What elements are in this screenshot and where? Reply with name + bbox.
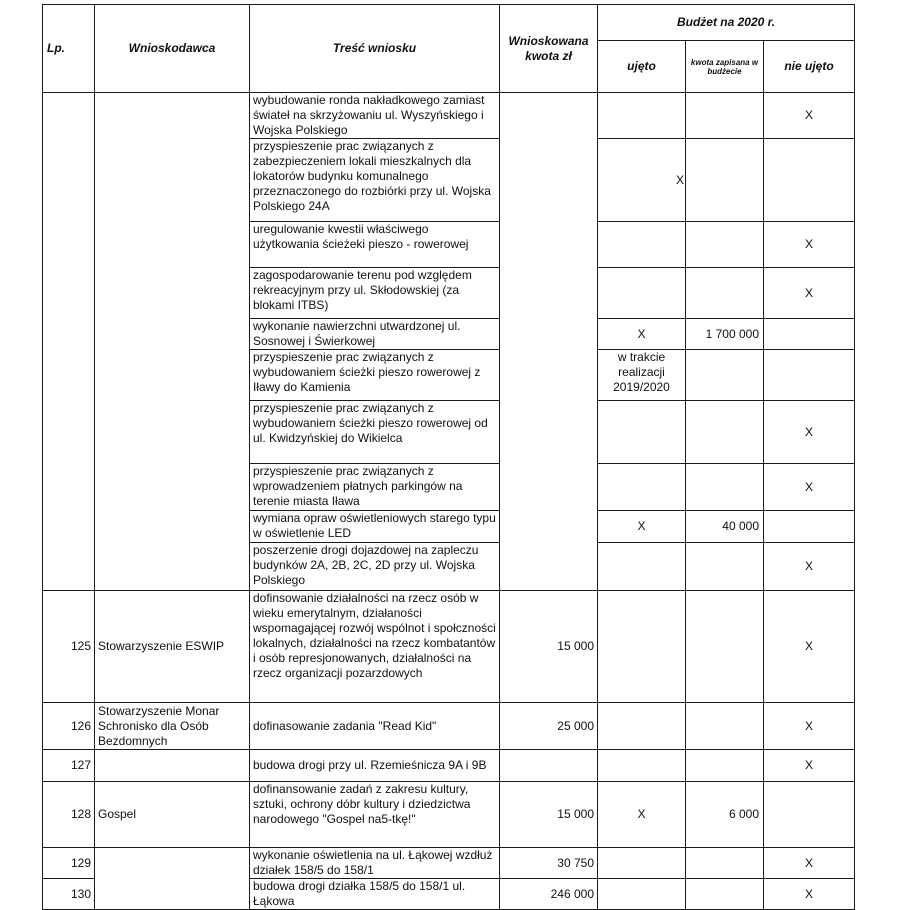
budget-amount-cell [686, 750, 764, 782]
budget-amount-cell [686, 848, 764, 879]
budget-amount-cell: 40 000 [686, 511, 764, 543]
budget-amount-cell [686, 350, 764, 401]
not-included-cell [764, 782, 855, 848]
included-cell [598, 93, 686, 139]
request-content-cell: budowa drogi przy ul. Rzemieśnicza 9A i 9B [250, 750, 500, 782]
not-included-cell [764, 511, 855, 543]
budget-amount-cell: 1 700 000 [686, 319, 764, 350]
request-content-cell: przyspieszenie prac związanych z wybudowaniem ścieżki pieszo rowerowej z Iławy do Kamienia [250, 350, 500, 401]
included-cell: X [598, 782, 686, 848]
request-content-cell: przyspieszenie prac związanych z wybudowaniem ścieżki pieszo rowerowej od ul. Kwidzyńskiej do Wikielca [250, 401, 500, 464]
lp-cell: 125 [43, 591, 95, 703]
budget-amount-cell [686, 268, 764, 319]
table-row [43, 750, 855, 782]
budget-amount-cell [686, 543, 764, 591]
lp-cell: 129 [43, 848, 95, 879]
requested-amount-cell: 25 000 [500, 703, 598, 750]
request-content-cell: dofinansowanie zadań z zakresu kultury, sztuki, ochrony dóbr kultury i dziedzictwa narodowego "Gospel na5-tkę!" [250, 782, 500, 848]
budget-amount-cell [686, 139, 764, 222]
not-included-cell: X [764, 464, 855, 511]
header-not-included: nie ujęto [764, 41, 855, 93]
budget-amount-cell [686, 93, 764, 139]
not-included-cell [764, 350, 855, 401]
budget-amount-cell [686, 222, 764, 268]
lp-cell: 126 [43, 703, 95, 750]
table-row [43, 93, 855, 139]
header-applicant: Wnioskodawca [95, 5, 250, 93]
not-included-cell [764, 319, 855, 350]
included-cell [598, 464, 686, 511]
budget-requests-table [42, 4, 855, 910]
request-content-cell: wykonanie nawierzchni utwardzonej ul. Sosnowej i Świerkowej [250, 319, 500, 350]
applicant-cell [95, 750, 250, 782]
lp-cell-continuation [43, 93, 95, 591]
not-included-cell: X [764, 543, 855, 591]
applicant-cell-continuation [95, 93, 250, 591]
not-included-cell: X [764, 750, 855, 782]
header-requested-amount: Wnioskowana kwota zł [500, 5, 598, 93]
header-lp: Lp. [43, 5, 95, 93]
request-content-cell: uregulowanie kwestii właściwego użytkowania ścieżeki pieszo - rowerowej [250, 222, 500, 268]
included-cell [598, 879, 686, 910]
included-cell [598, 401, 686, 464]
included-cell [598, 591, 686, 703]
budget-amount-cell [686, 879, 764, 910]
lp-cell: 128 [43, 782, 95, 848]
requested-amount-cell-continuation [500, 93, 598, 591]
requested-amount-cell [500, 750, 598, 782]
not-included-cell: X [764, 401, 855, 464]
header-content: Treść wniosku [250, 5, 500, 93]
table-row [43, 848, 855, 879]
applicant-cell: Stowarzyszenie Monar Schronisko dla Osób Bezdomnych [95, 703, 250, 750]
included-cell [598, 543, 686, 591]
included-cell [598, 848, 686, 879]
not-included-cell: X [764, 848, 855, 879]
header-amount-in-budget: kwota zapisana w budżecie [686, 41, 764, 93]
table-row [43, 703, 855, 750]
table-row [43, 782, 855, 848]
budget-requests-table-sheet [42, 4, 854, 910]
included-cell: X [598, 511, 686, 543]
request-content-cell: wybudowanie ronda nakładkowego zamiast świateł na skrzyżowaniu ul. Wyszyńskiego i Wojska Polskiego [250, 93, 500, 139]
not-included-cell [764, 139, 855, 222]
included-cell [598, 750, 686, 782]
lp-cell: 130 [43, 879, 95, 910]
budget-amount-cell [686, 401, 764, 464]
header-budget-group: Budżet na 2020 r. [598, 5, 855, 41]
applicant-cell [95, 848, 250, 910]
applicant-cell: Gospel [95, 782, 250, 848]
requested-amount-cell: 15 000 [500, 782, 598, 848]
request-content-cell: budowa drogi działka 158/5 do 158/1 ul. Łąkowa [250, 879, 500, 910]
not-included-cell: X [764, 268, 855, 319]
not-included-cell: X [764, 703, 855, 750]
included-cell [598, 268, 686, 319]
budget-amount-cell [686, 591, 764, 703]
included-cell: X [598, 319, 686, 350]
not-included-cell: X [764, 591, 855, 703]
request-content-cell: przyspieszenie prac związanych z zabezpieczeniem lokali mieszkalnych dla lokatorów budynku komunalnego przeznaczonego do rozbiórki przy ul. Wojska Polskiego 24A [250, 139, 500, 222]
request-content-cell: dofinsowanie działalności na rzecz osób w wieku emerytalnym, działaności wspomagającej rozwój wspólnot i społczności lokalnych, działalności na rzecz kombatantów i osób represjonowanych, działalności na rzecz organizacji pozarzdowych [250, 591, 500, 703]
requested-amount-cell: 15 000 [500, 591, 598, 703]
budget-amount-cell: 6 000 [686, 782, 764, 848]
table-row [43, 591, 855, 703]
not-included-cell: X [764, 222, 855, 268]
applicant-cell: Stowarzyszenie ESWIP [95, 591, 250, 703]
not-included-cell: X [764, 93, 855, 139]
header-included: ujęto [598, 41, 686, 93]
budget-amount-cell [686, 464, 764, 511]
budget-amount-cell [686, 703, 764, 750]
requested-amount-cell: 30 750 [500, 848, 598, 879]
included-cell: w trakcie realizacji 2019/2020 [598, 350, 686, 401]
request-content-cell: zagospodarowanie terenu pod względem rekreacyjnym przy ul. Skłodowskiej (za blokami ITBS) [250, 268, 500, 319]
requested-amount-cell: 246 000 [500, 879, 598, 910]
lp-cell: 127 [43, 750, 95, 782]
request-content-cell: poszerzenie drogi dojazdowej na zapleczu budynków 2A, 2B, 2C, 2D przy ul. Wojska Polskiego [250, 543, 500, 591]
request-content-cell: przyspieszenie prac związanych z wprowadzeniem płatnych parkingów na terenie miasta Iława [250, 464, 500, 511]
included-cell [598, 703, 686, 750]
request-content-cell: dofinasowanie zadania "Read Kid" [250, 703, 500, 750]
included-cell: X [598, 139, 686, 222]
not-included-cell: X [764, 879, 855, 910]
request-content-cell: wykonanie oświetlenia na ul. Łąkowej wzdłuż działek 158/5 do 158/1 [250, 848, 500, 879]
request-content-cell: wymiana opraw oświetleniowych starego typu w oświetlenie LED [250, 511, 500, 543]
included-cell [598, 222, 686, 268]
